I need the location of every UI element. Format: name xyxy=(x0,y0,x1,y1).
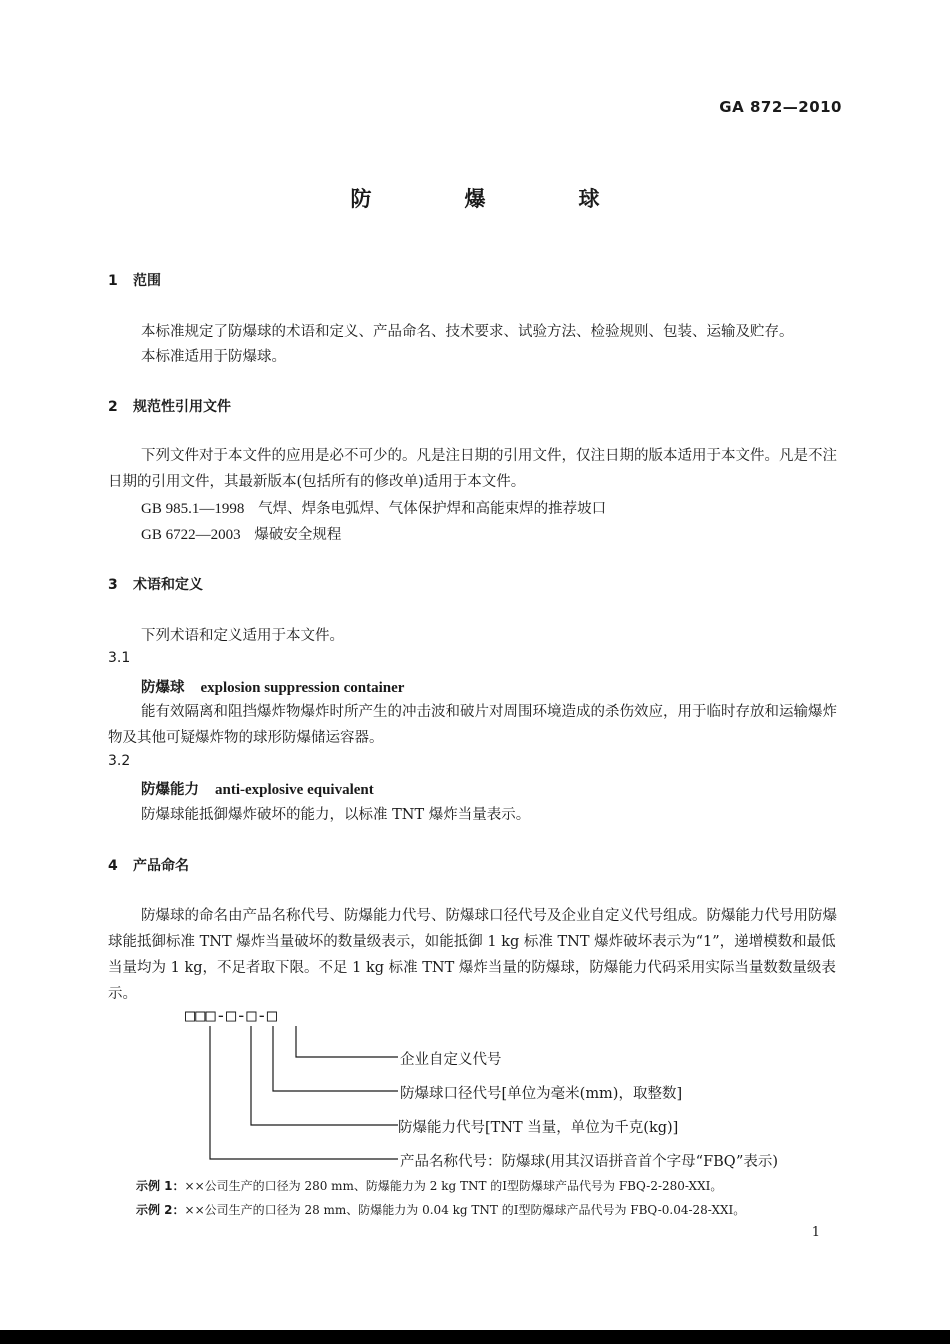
reference-code: GB 6722—2003 xyxy=(141,527,241,543)
section-title: 范围 xyxy=(133,273,161,289)
section-number: 1 xyxy=(108,273,118,289)
naming-code-pattern: □□□-□-□-□ xyxy=(185,1006,278,1026)
example-2 xyxy=(136,1201,745,1218)
example-text: ××公司生产的口径为 280 mm、防爆能力为 2 kg TNT 的Ⅰ型防爆球产品代号为 FBQ-2-280-XXI。 xyxy=(184,1179,723,1193)
standard-code: GA 872—2010 xyxy=(719,98,842,116)
scan-edge-bar xyxy=(0,1330,950,1344)
diagram-label-2: 防爆球口径代号[单位为毫米(mm)，取整数] xyxy=(400,1086,683,1102)
page-title: 防 爆 球 xyxy=(350,187,636,211)
example-text: ××公司生产的口径为 28 mm、防爆能力为 0.04 kg TNT 的Ⅰ型防爆球产品代号为 FBQ-0.04-28-XXI。 xyxy=(184,1203,746,1217)
term-1-number: 3.1 xyxy=(108,650,131,666)
section-title: 规范性引用文件 xyxy=(133,399,231,415)
term-zh: 防爆球 xyxy=(141,680,185,696)
paragraph-text: 防爆球的命名由产品名称代号、防爆能力代号、防爆球口径代号及企业自定义代号组成。防爆能力代号用防爆球能抵御标准 TNT 爆炸当量破坏的数量级表示，如能抵御 1 kg 标准 TNT 爆炸破坏表示为“1”，递增模数和最低当量均为 1 kg，不足者取下限。不足 1 kg 标准 TNT 爆炸当量的防爆球，防爆能力代码采用实际当量数数量级表示。 xyxy=(108,908,837,1002)
term-en: anti-explosive equivalent xyxy=(215,782,374,798)
example-label: 示例 1： xyxy=(136,1179,185,1193)
example-1 xyxy=(136,1177,722,1194)
diagram-label-1: 企业自定义代号 xyxy=(400,1052,502,1068)
term-en: explosion suppression container xyxy=(200,680,405,696)
reference-code: GB 985.1—1998 xyxy=(141,501,245,517)
section-1-line-1: 本标准规定了防爆球的术语和定义、产品命名、技术要求、试验方法、检验规则、包装、运输及贮存。 xyxy=(141,324,794,340)
section-number: 2 xyxy=(108,399,118,415)
section-number: 4 xyxy=(108,858,118,874)
section-3-intro: 下列术语和定义适用于本文件。 xyxy=(141,628,344,644)
reference-name: 气焊、焊条电弧焊、气体保护焊和高能束焊的推荐坡口 xyxy=(258,501,607,517)
term-zh: 防爆能力 xyxy=(141,782,199,798)
diagram-label-4: 产品名称代号：防爆球(用其汉语拼音首个字母“FBQ”表示) xyxy=(400,1154,779,1170)
page-number: 1 xyxy=(811,1225,820,1240)
section-title: 产品命名 xyxy=(133,858,189,874)
paragraph-text: 下列文件对于本文件的应用是必不可少的。凡是注日期的引用文件，仅注日期的版本适用于本文件。凡是不注日期的引用文件，其最新版本(包括所有的修改单)适用于本文件。 xyxy=(108,448,837,490)
reference-name: 爆破安全规程 xyxy=(254,527,342,543)
section-number: 3 xyxy=(108,577,118,593)
section-title: 术语和定义 xyxy=(133,577,203,593)
term-2-number: 3.2 xyxy=(108,753,131,769)
term-2-definition: 防爆球能抵御爆炸破坏的能力，以标准 TNT 爆炸当量表示。 xyxy=(141,807,531,823)
diagram-label-3: 防爆能力代号[TNT 当量，单位为千克(kg)] xyxy=(398,1120,679,1136)
section-1-line-2: 本标准适用于防爆球。 xyxy=(141,349,286,365)
example-label: 示例 2： xyxy=(136,1203,185,1217)
definition-text: 能有效隔离和阻挡爆炸物爆炸时所产生的冲击波和破片对周围环境造成的杀伤效应，用于临时存放和运输爆炸物及其他可疑爆炸物的球形防爆储运容器。 xyxy=(108,704,837,746)
